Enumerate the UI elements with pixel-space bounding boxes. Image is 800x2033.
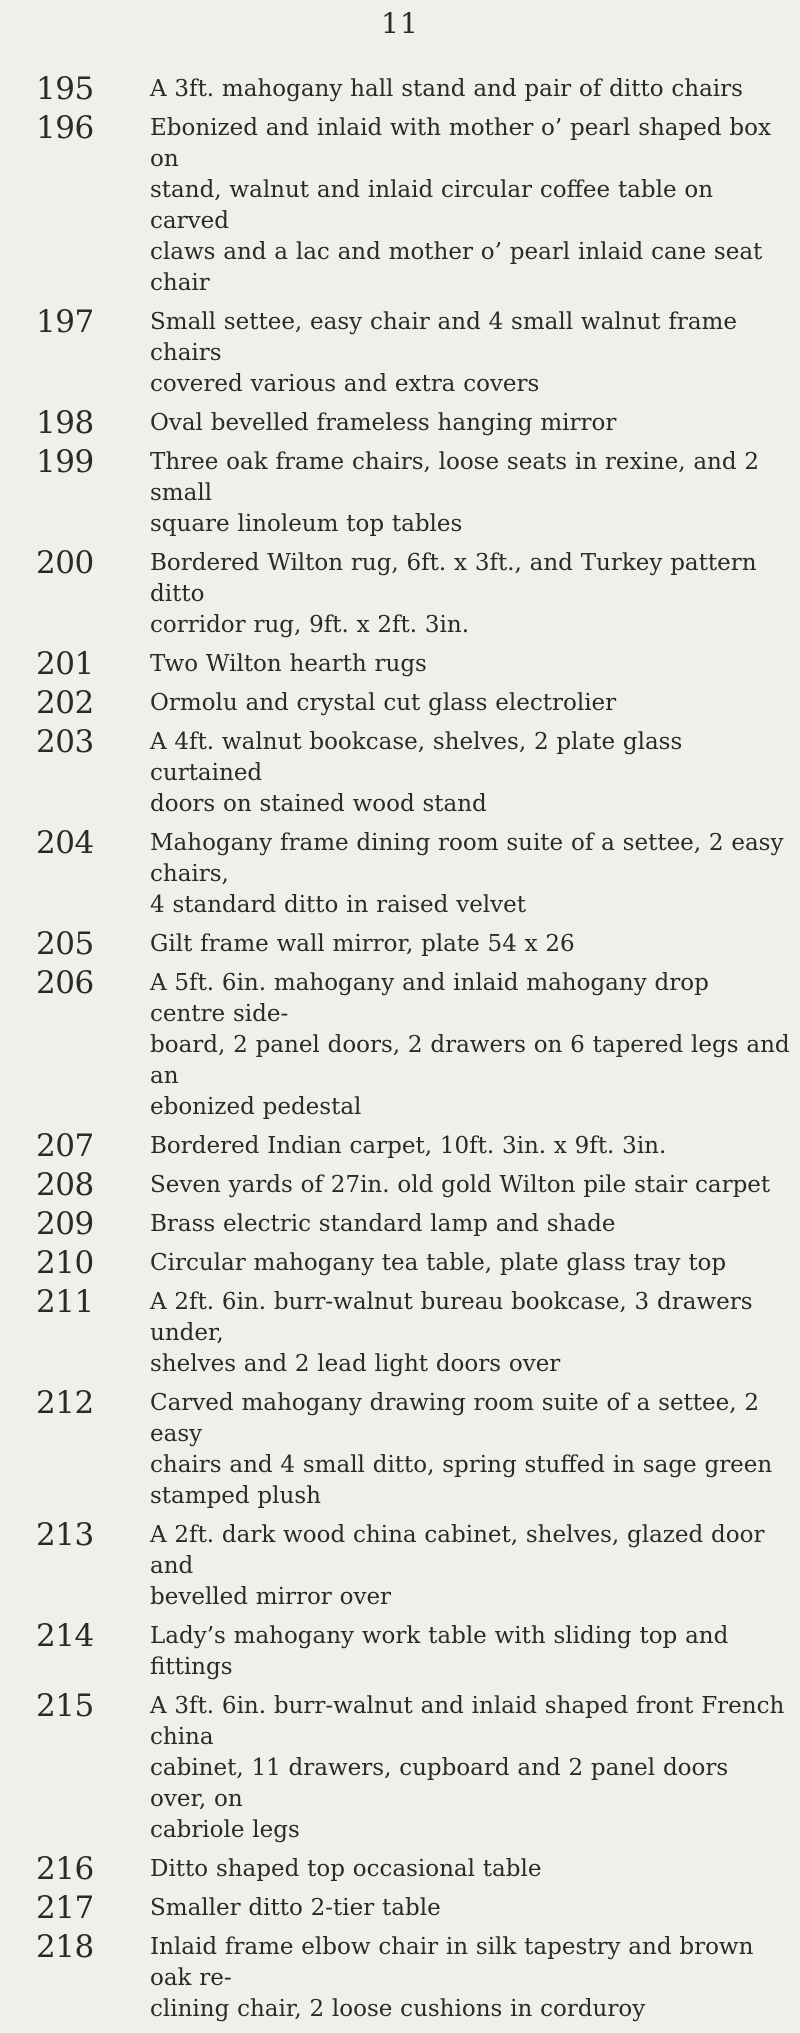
lot-description: A 2ft. 6in. burr-walnut bureau bookcase, 3 drawers under, shelves and 2 lead light doors over <box>150 1289 753 1377</box>
lot-entry <box>0 685 800 721</box>
lot-number: 203 <box>36 724 94 760</box>
lot-number: 197 <box>36 304 94 340</box>
lot-number: 212 <box>36 1385 94 1421</box>
lot-number: 217 <box>36 1890 94 1926</box>
lot-description: A 3ft. 6in. burr-walnut and inlaid shaped front French china cabinet, 11 drawers, cupboard and 2 panel doors over, on cabriole legs <box>150 1693 785 1843</box>
lot-description: Ditto shaped top occasional table <box>150 1856 542 1882</box>
lot-description: Brass electric standard lamp and shade <box>150 1211 616 1237</box>
lot-description: Three oak frame chairs, loose seats in rexine, and 2 small square linoleum top tables <box>150 449 760 537</box>
lot-number: 213 <box>36 1517 94 1553</box>
lot-number: 205 <box>36 926 94 962</box>
lot-entry <box>0 1688 800 1846</box>
lot-entry <box>0 71 800 107</box>
lot-entry <box>0 646 800 682</box>
lot-number: 214 <box>36 1618 94 1654</box>
lot-description: Mahogany frame dining room suite of a settee, 2 easy chairs, 4 standard ditto in raised velvet <box>150 830 784 918</box>
lot-number: 199 <box>36 444 94 480</box>
page-number: 11 <box>381 7 419 40</box>
lot-entry <box>0 1206 800 1242</box>
lot-description: A 3ft. mahogany hall stand and pair of ditto chairs <box>150 76 743 102</box>
lot-entry <box>0 405 800 441</box>
lot-number: 210 <box>36 1245 94 1281</box>
lot-number: 218 <box>36 1929 94 1965</box>
lot-number: 208 <box>36 1167 94 1203</box>
lot-entry <box>0 1517 800 1613</box>
lot-description: Lady’s mahogany work table with sliding top and fittings <box>150 1623 729 1680</box>
lot-entry <box>0 1385 800 1512</box>
lot-description: Seven yards of 27in. old gold Wilton pile stair carpet <box>150 1172 771 1198</box>
lot-entry <box>0 1618 800 1683</box>
lot-list <box>0 71 800 2033</box>
lot-entry <box>0 444 800 540</box>
lot-description: Bordered Wilton rug, 6ft. x 3ft., and Turkey pattern ditto corridor rug, 9ft. x 2ft. 3in. <box>150 550 757 638</box>
lot-number: 196 <box>36 110 94 146</box>
lot-number: 198 <box>36 405 94 441</box>
lot-description: Oval bevelled frameless hanging mirror <box>150 410 617 436</box>
lot-entry <box>0 545 800 641</box>
lot-number: 215 <box>36 1688 94 1724</box>
lot-entry <box>0 1284 800 1380</box>
lot-number: 211 <box>36 1284 94 1320</box>
lot-entry <box>0 304 800 400</box>
lot-number: 195 <box>36 71 94 107</box>
lot-description: A 2ft. dark wood china cabinet, shelves, glazed door and bevelled mirror over <box>150 1522 765 1610</box>
lot-entry <box>0 110 800 299</box>
lot-entry <box>0 724 800 820</box>
lot-description: Ormolu and crystal cut glass electrolier <box>150 690 617 716</box>
lot-entry <box>0 1167 800 1203</box>
lot-description: Bordered Indian carpet, 10ft. 3in. x 9ft. 3in. <box>150 1133 667 1159</box>
lot-number: 206 <box>36 965 94 1001</box>
lot-description: A 5ft. 6in. mahogany and inlaid mahogany drop centre side- board, 2 panel doors, 2 drawers on 6 tapered legs and an ebonized pedestal <box>150 970 790 1120</box>
lot-description: Carved mahogany drawing room suite of a settee, 2 easy chairs and 4 small ditto, spring stuffed in sage green stamped plush <box>150 1390 773 1509</box>
lot-description: Gilt frame wall mirror, plate 54 x 26 <box>150 931 575 957</box>
lot-description: A 4ft. walnut bookcase, shelves, 2 plate glass curtained doors on stained wood stand <box>150 729 683 817</box>
lot-description: Two Wilton hearth rugs <box>150 651 427 677</box>
lot-entry <box>0 1890 800 1926</box>
lot-number: 209 <box>36 1206 94 1242</box>
lot-number: 201 <box>36 646 94 682</box>
lot-entry <box>0 1128 800 1164</box>
lot-description: Inlaid frame elbow chair in silk tapestry and brown oak re- clining chair, 2 loose cushions in corduroy <box>150 1934 754 2022</box>
lot-entry <box>0 825 800 921</box>
lot-entry <box>0 1245 800 1281</box>
lot-description: Smaller ditto 2-tier table <box>150 1895 441 1921</box>
lot-number: 200 <box>36 545 94 581</box>
lot-number: 216 <box>36 1851 94 1887</box>
lot-description: Small settee, easy chair and 4 small walnut frame chairs covered various and extra covers <box>150 309 737 397</box>
lot-entry <box>0 1929 800 2025</box>
lot-description: Circular mahogany tea table, plate glass tray top <box>150 1250 727 1276</box>
lot-entry <box>0 1851 800 1887</box>
lot-description: Ebonized and inlaid with mother o’ pearl shaped box on stand, walnut and inlaid circular coffee table on carved claws and a lac and mother o’ pearl inlaid cane seat chair <box>150 115 771 296</box>
lot-entry <box>0 926 800 962</box>
lot-number: 207 <box>36 1128 94 1164</box>
lot-number: 204 <box>36 825 94 861</box>
lot-number: 202 <box>36 685 94 721</box>
lot-entry <box>0 965 800 1123</box>
